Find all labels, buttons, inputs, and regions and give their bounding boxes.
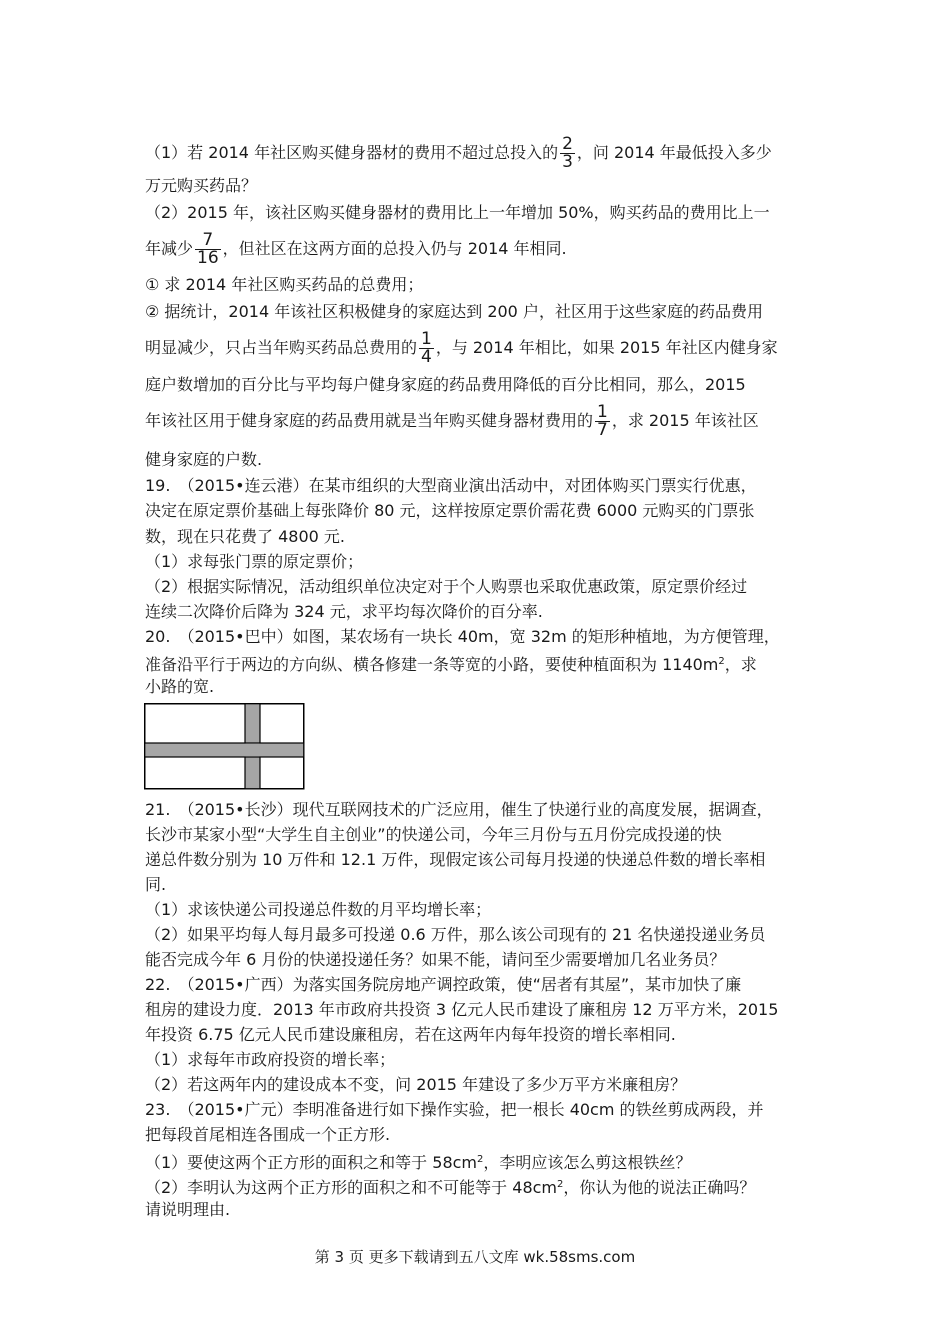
q18-sub2-line5: 健身家庭的户数. (145, 450, 263, 469)
q18-part2-line2: 年减少 $\frac{7}{16}$ ，但社区在这两方面的总投入仍与 2014 年相同. (145, 230, 567, 268)
q18-sub2-line3: 庭户数增加的百分比与平均每户健身家庭的药品费用降低的百分比相同，那么，2015 (145, 375, 746, 394)
q22-line4: （1）求每年市政府投资的增长率； (145, 1050, 396, 1069)
q23-line1: 23. （2015•广元）李明准备进行如下操作实验，把一根长 40cm 的铁丝剪成两段，并 (145, 1100, 764, 1119)
q21-line7: 能否完成今年 6 月份的快递投递任务？如果不能，请问至少需要增加几名业务员？ (145, 950, 726, 969)
q23-line3: （1）要使这两个正方形的面积之和等于 $58cm^2$，李明应该怎么剪这根铁丝？ (145, 1153, 692, 1172)
q19-line2: 决定在原定票价基础上每张降价 80 元，这样按原定票价需花费 6000 元购买的门票张 (145, 501, 755, 520)
q19-line4: （1）求每张门票的原定票价； (145, 552, 364, 571)
q21-line2: 长沙市某家小型“大学生自主创业”的快递公司，今年三月份与五月份完成投递的快 (145, 825, 722, 844)
q19-line5: （2）根据实际情况，活动组织单位决定对于个人购票也采取优惠政策，原定票价经过 (145, 577, 748, 596)
q23-line4: （2）李明认为这两个正方形的面积之和不可能等于 $48cm^2$，你认为他的说法正确吗？ (145, 1178, 756, 1197)
q22-line2: 租房的建设力度．2013 年市政府共投资 3 亿元人民币建设了廉租房 12 万平方米，2015 (145, 1000, 779, 1019)
q19-line6: 连续二次降价后降为 324 元，求平均每次降价的百分率. (145, 602, 543, 621)
q18-sub2-line4: 年该社区用于健身家庭的药品费用就是当年购买健身器材费用的 $\frac{1}{7}$ ，求 2015 年该社区 (145, 402, 759, 440)
q23-line5: 请说明理由. (145, 1200, 231, 1219)
q18-part2-line1: （2）2015 年，该社区购买健身器材的费用比上一年增加 50%，购买药品的费用比上一 (145, 203, 770, 222)
fraction-two-thirds: $\frac{2}{3}$ (562, 134, 573, 172)
q18-sub1: ① 求 2014 年社区购买药品的总费用； (145, 275, 424, 294)
q21-line4: 同. (145, 875, 167, 894)
q20-line3: 小路的宽. (145, 677, 215, 696)
q18-part1-line2: 万元购买药品？ (145, 176, 258, 195)
q22-line5: （2）若这两年内的建设成本不变，问 2015 年建设了多少万平方米廉租房？ (145, 1075, 687, 1094)
q20-line2: 准备沿平行于两边的方向纵、横各修建一条等宽的小路，要使种植面积为 $1140m^2$，求 (145, 655, 757, 674)
q21-line6: （2）如果平均每人每月最多可投递 0.6 万件，那么该公司现有的 21 名快递投递业务员 (145, 925, 766, 944)
fraction-one-quarter: $\frac{1}{4}$ (421, 329, 432, 367)
fraction-one-seventh: $\frac{1}{7}$ (597, 402, 608, 440)
q18-sub2-line2: 明显减少，只占当年购买药品总费用的 $\frac{1}{4}$ ，与 2014 年相比，如果 2015 年社区内健身家 (145, 329, 778, 367)
horizontal-road (145, 743, 304, 757)
q20-line1: 20. （2015•巴中）如图，某农场有一块长 40m，宽 32m 的矩形种植地，为方便管理， (145, 627, 780, 646)
q22-line1: 22. （2015•广西）为落实国务院房地产调控政策，使“居者有其屋”，某市加快了廉 (145, 975, 742, 994)
q21-line5: （1）求该快递公司投递总件数的月平均增长率； (145, 900, 492, 919)
q19-line3: 数，现在只花费了 4800 元. (145, 527, 345, 546)
q18-sub2-line1: ② 据统计，2014 年该社区积极健身的家庭达到 200 户，社区用于这些家庭的药品费用 (145, 302, 763, 321)
q21-line3: 递总件数分别为 10 万件和 12.1 万件，现假定该公司每月投递的快递总件数的增长率相 (145, 850, 766, 869)
q19-line1: 19. （2015•连云港）在某市组织的大型商业演出活动中，对团体购买门票实行优惠， (145, 476, 757, 495)
road-intersection (246, 744, 260, 757)
field-with-roads-figure (144, 703, 305, 791)
q22-line3: 年投资 6.75 亿元人民币建设廉租房，若在这两年内每年投资的增长率相同. (145, 1025, 676, 1044)
page-footer: 第 3 页 更多下载请到五八文库 wk.58sms.com (314, 1248, 636, 1266)
q23-line2: 把每段首尾相连各围成一个正方形. (145, 1125, 391, 1144)
q21-line1: 21. （2015•长沙）现代互联网技术的广泛应用，催生了快递行业的高度发展，据调查， (145, 800, 773, 819)
q18-part1-line1: （1）若 2014 年社区购买健身器材的费用不超过总投入的 $\frac{2}{3}$ ，问 2014 年最低投入多少 (145, 134, 772, 172)
fraction-seven-sixteenths: $\frac{7}{16}$ (197, 230, 219, 268)
